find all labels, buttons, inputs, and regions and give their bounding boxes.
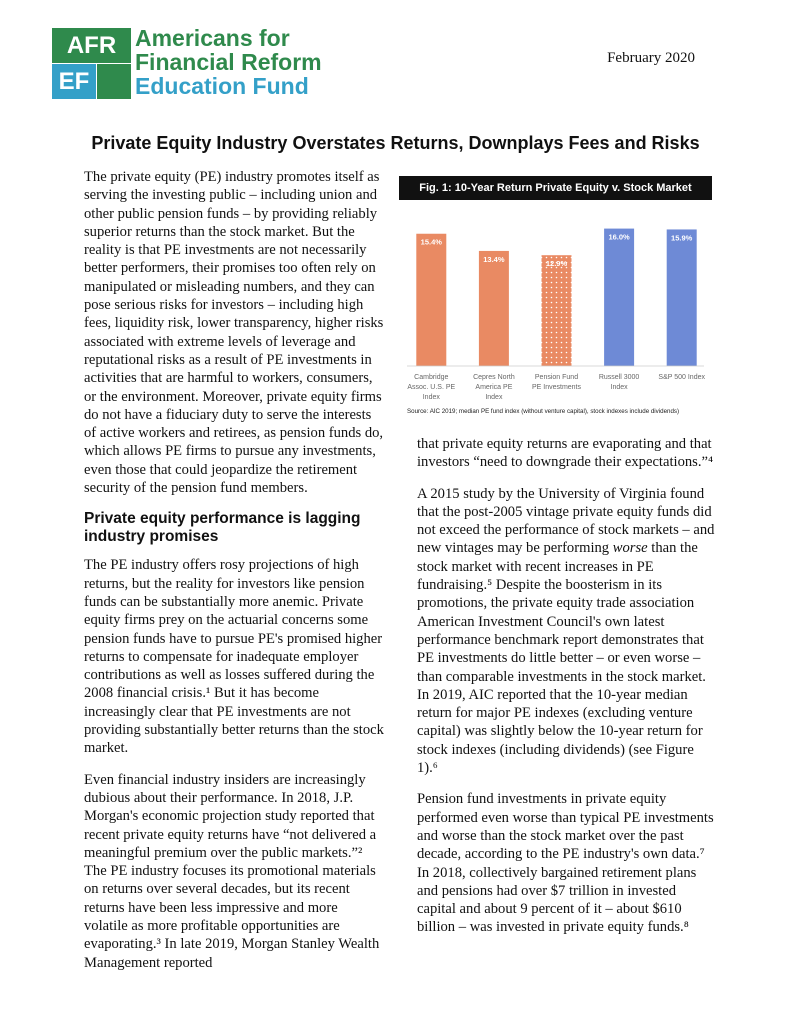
uva-emphasis: worse xyxy=(612,540,648,557)
logo-afr-text: AFR xyxy=(66,31,117,59)
bar-value-label-4: 15.9% xyxy=(671,233,693,243)
org-name-line3: Education Fund xyxy=(135,73,309,99)
category-label-4-0: S&P 500 Index xyxy=(658,374,705,381)
category-label-0-2: Index xyxy=(422,394,440,401)
document-title: Private Equity Industry Overstates Returns, Downplays Fees and Risks xyxy=(91,133,700,153)
right-column xyxy=(417,435,717,950)
bar-value-label-0: 15.4% xyxy=(420,237,442,247)
body-paragraph-pension-funds: Pension fund investments in private equity performed even worse than typical PE investments and worse than the stock market over the past decade, according to the PE industry's own data.⁷ In 2018, collectively bargained retirement plans and pensions had over $7 trillion in invested capital and about 9 percent of it – about $610 billion – was invested in private equity funds.⁸ xyxy=(417,791,714,936)
bar-value-label-2: 12.9% xyxy=(545,259,568,269)
category-label-1-2: Index xyxy=(485,394,503,401)
document-date: February 2020 xyxy=(607,50,695,66)
logo-cell-ef xyxy=(52,64,96,99)
body-paragraph-rosy-projections: The PE industry offers rosy projections of high returns, but the reality for investors like pension funds can be substantially more anemic. Private equity firms prey on the actuarial concerns some pension funds have to pursue PE's promised higher returns to compensate for inadequate employer contributions as well as losses suffered during the 2008 financial crisis.¹ But it has become increasingly clear that PE investments are not providing substantially better returns than the stock market. xyxy=(84,557,384,757)
org-name-line1: Americans for xyxy=(135,25,290,51)
body-paragraph-morgan-stanley: that private equity returns are evaporating and that investors “need to downgrade their expectations.”⁴ xyxy=(417,436,714,471)
bar-value-label-1: 13.4% xyxy=(483,254,505,264)
category-label-2-0: Pension Fund xyxy=(534,374,579,381)
bar-4 xyxy=(667,229,697,366)
left-column xyxy=(84,168,384,985)
bar-3 xyxy=(604,229,634,366)
bar-chart xyxy=(399,200,712,430)
figure-1 xyxy=(399,176,712,424)
logo-cell-blank xyxy=(97,64,131,99)
figure-source: Source: AIC 2019; median PE fund index (without venture capital), stock indexes include dividends) xyxy=(407,408,680,415)
uva-text-a: A 2015 study by the University of Virginia found that the post-2005 vintage private equity funds did not exceed the performance of stock markets – and new vintages may be performing xyxy=(417,485,715,557)
category-label-3-0: Russell 3000 xyxy=(598,374,640,381)
org-name xyxy=(135,26,322,98)
logo-ef-text: EF xyxy=(58,67,90,95)
section-heading: Private equity performance is lagging industry promises xyxy=(84,510,361,546)
category-label-0-1: Assoc. U.S. PE xyxy=(407,384,456,391)
body-paragraph-uva-study xyxy=(417,485,717,778)
uva-text-b: than the stock market with recent increases in PE fundraising.⁵ Despite the boosterism in its promotions, the private equity trade association American Investment Council's own latest performance benchmark report demonstrates that PE investments do little better – or even worse – than comparable investments in the stock market. In 2019, AIC reported that the 10-year median return for major PE indexes (excluding venture capital) was slightly below the 10-year return for stock indexes (including dividends) (see Figure 1).⁶ xyxy=(417,540,706,777)
body-paragraph-insiders: Even financial industry insiders are increasingly dubious about their performance. In 2018, J.P. Morgan's economic projection study reported that recent private equity returns have “not delivered a meaningful premium over the public markets.”² The PE industry focuses its promotional materials on returns over several decades, but its recent returns have been less impressive and more volatile as more profitable opportunities are evaporating.³ In late 2019, Morgan Stanley Wealth Management reported xyxy=(84,771,380,971)
afr-ef-logo xyxy=(52,28,132,98)
category-label-0-0: Cambridge xyxy=(414,374,449,381)
intro-paragraph: The private equity (PE) industry promotes itself as serving the investing public – including union and other public pension funds – by providing reliably superior returns than the stock market. But the reality is that PE investments are not necessarily better performers, their promises too often rely on manipulated or misleading numbers, and they can pose serious risks for investors – including high fees, liquidity risk, lower transparency, higher risks associated with extreme levels of leverage and reputational risks as a result of PE investments in activities that are harmful to workers, consumers, or the environment. Moreover, private equity firms do not have a fiduciary duty to serve the interests of active workers and retirees, as pension funds do, which allows PE firms to pursue any investments, even those that could jeopardize the retirement security of the pension fund members. xyxy=(84,169,384,497)
bar-2 xyxy=(542,255,572,366)
bar-1 xyxy=(479,251,509,366)
category-label-3-1: Index xyxy=(610,384,628,391)
category-label-2-1: PE Investments xyxy=(531,384,582,391)
category-label-1-1: America PE xyxy=(475,384,513,391)
chart-title: Fig. 1: 10-Year Return Private Equity v. Stock Market xyxy=(399,176,712,200)
bar-0 xyxy=(416,234,446,366)
org-name-line2: Financial Reform xyxy=(135,49,322,75)
bar-value-label-3: 16.0% xyxy=(608,232,630,242)
category-label-1-0: Cepres North xyxy=(473,374,515,381)
logo-cell-afr xyxy=(52,28,131,63)
